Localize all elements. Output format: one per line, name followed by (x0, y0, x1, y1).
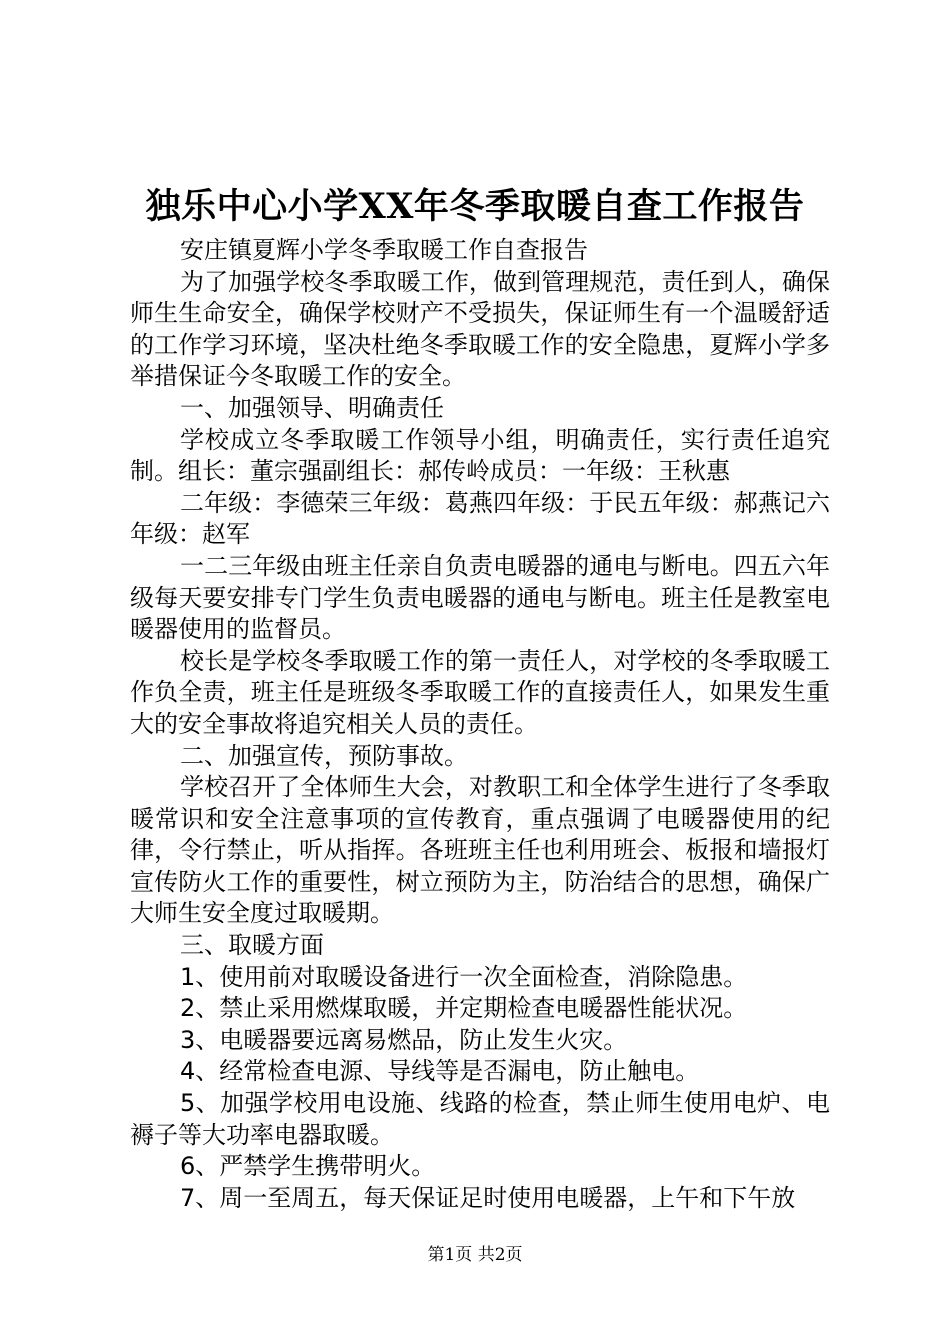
section-heading: 二、加强宣传，预防事故。 (180, 741, 468, 770)
document-title: 独乐中心小学XX年冬季取暖自查工作报告 (145, 186, 805, 227)
list-item: 1、使用前对取暖设备进行一次全面检查，消除隐患。 (180, 962, 748, 991)
list-item: 2、禁止采用燃煤取暖，并定期检查电暖器性能状况。 (180, 994, 748, 1023)
section-heading: 一、加强领导、明确责任 (180, 393, 444, 422)
paragraph: 一二三年级由班主任亲自负责电暖器的通电与断电。四五六年级每天要安排专门学生负责电暖器的通电与断电。班主任是教室电暖器使用的监督员。 (130, 551, 830, 644)
paragraph: 学校召开了全体师生大会，对教职工和全体学生进行了冬季取暖常识和安全注意事项的宣传教育，重点强调了电暖器使用的纪律，令行禁止，听从指挥。各班班主任也利用班会、板报和墙报灯宣传防火工作的重要性，树立预防为主，防治结合的思想，确保广大师生安全度过取暖期。 (130, 773, 830, 928)
paragraph: 校长是学校冬季取暖工作的第一责任人，对学校的冬季取暖工作负全责，班主任是班级冬季取暖工作的直接责任人，如果发生重大的安全事故将追究相关人员的责任。 (130, 646, 830, 738)
paragraph: 安庄镇夏辉小学冬季取暖工作自查报告 (180, 236, 588, 264)
list-item: 4、经常检查电源、导线等是否漏电，防止触电。 (180, 1057, 700, 1086)
document-body (130, 235, 830, 1214)
list-item: 3、电暖器要远离易燃品，防止发生火灾。 (180, 1025, 628, 1054)
paragraph: 学校成立冬季取暖工作领导小组，明确责任，实行责任追究制。组长：董宗强副组长：郝传岭成员：一年级：王秋惠 (130, 425, 830, 486)
section-heading: 三、取暖方面 (180, 931, 324, 960)
page-number-footer: 第1页 共2页 (427, 1245, 523, 1265)
paragraph: 为了加强学校冬季取暖工作，做到管理规范，责任到人，确保师生生命安全，确保学校财产不受损失，保证师生有一个温暖舒适的工作学习环境，坚决杜绝冬季取暖工作的安全隐患，夏辉小学多举措保证今冬取暖工作的安全。 (130, 267, 830, 391)
paragraph: 二年级：李德荣三年级：葛燕四年级：于民五年级：郝燕记六年级：赵军 (130, 488, 830, 549)
list-item: 5、加强学校用电设施、线路的检查，禁止师生使用电炉、电褥子等大功率电器取暖。 (130, 1089, 830, 1149)
list-item: 7、周一至周五，每天保证足时使用电暖器，上午和下午放 (180, 1183, 796, 1212)
list-item: 6、严禁学生携带明火。 (180, 1152, 436, 1181)
